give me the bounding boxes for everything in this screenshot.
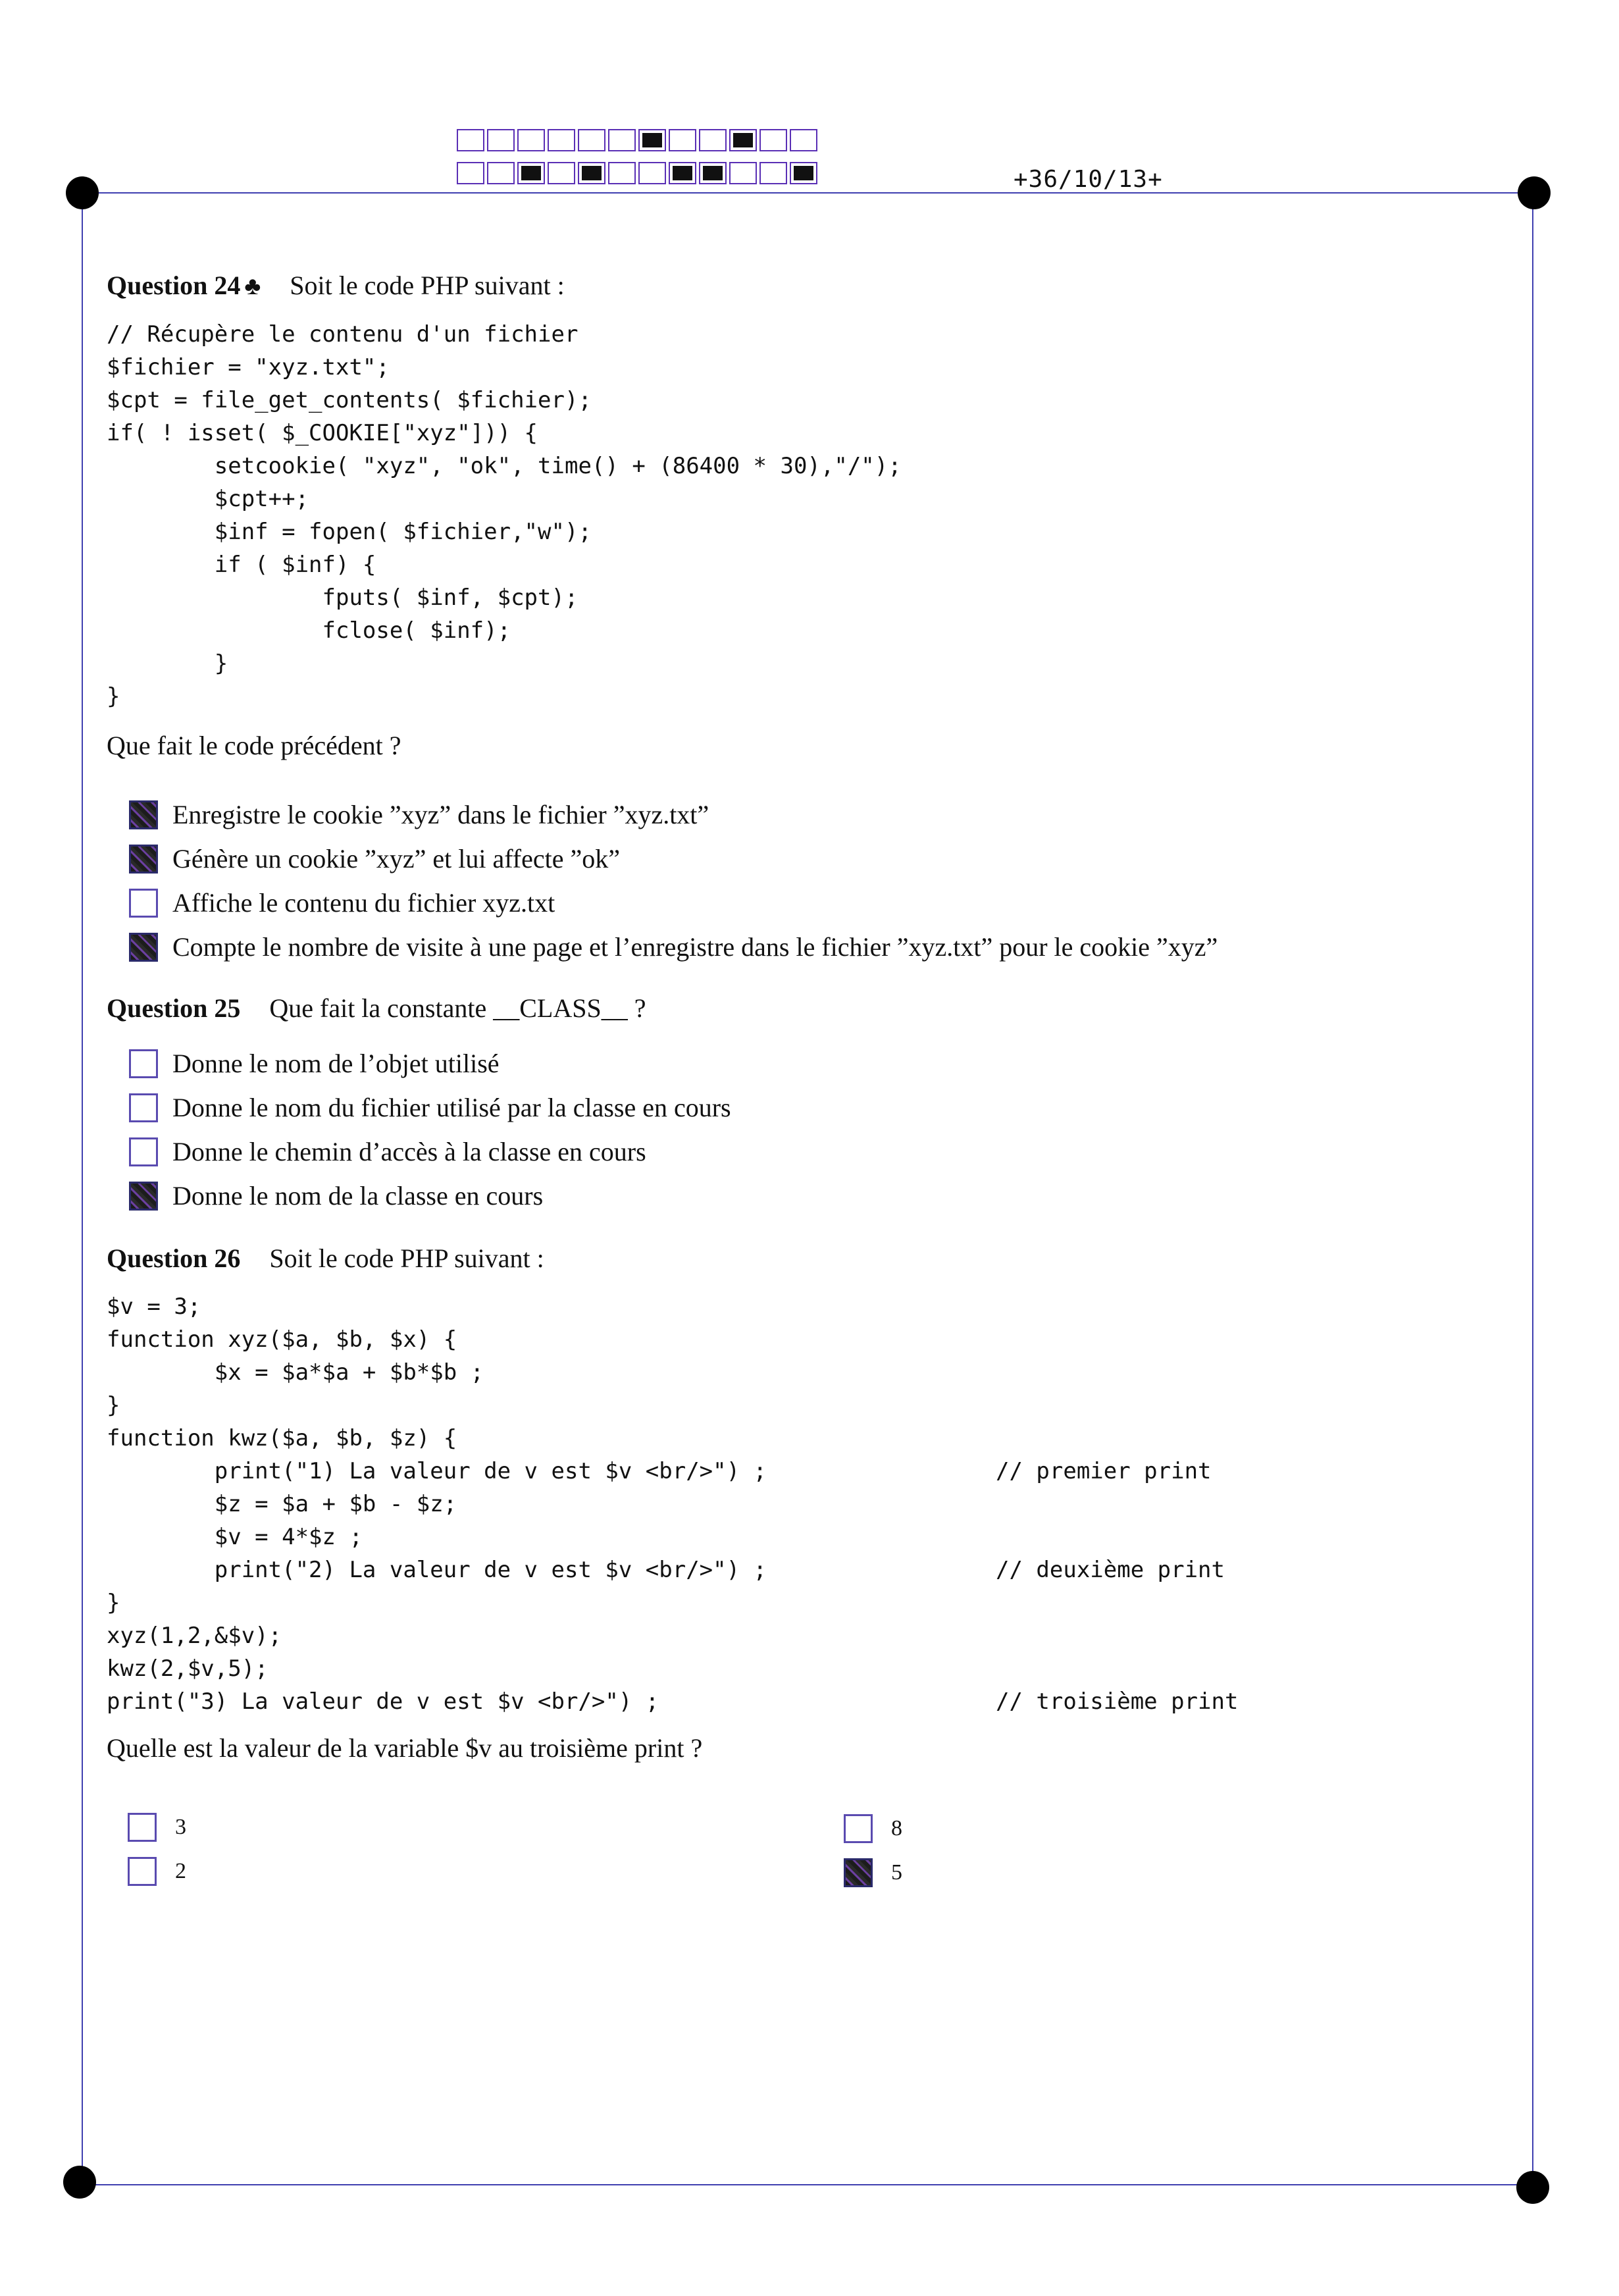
answer-text: 5 [891, 1860, 902, 1885]
checkbox-icon[interactable] [129, 1137, 158, 1166]
answer-text: Donne le nom de la classe en cours [172, 1181, 544, 1211]
id-mark-box [608, 129, 636, 151]
id-mark-box [578, 162, 605, 184]
question-26-answers-right [844, 1806, 902, 1894]
id-mark-box [669, 162, 696, 184]
id-marks-row-1 [457, 129, 820, 153]
question-24-answers [129, 793, 1218, 969]
answer-text: Donne le nom du fichier utilisé par la classe en cours [172, 1093, 731, 1122]
answer-text: 2 [175, 1858, 186, 1883]
answer-text: Compte le nombre de visite à une page et l’enregistre dans le fichier ”xyz.txt” pour le cookie ”xyz” [172, 932, 1218, 962]
checkbox-icon[interactable] [128, 1813, 157, 1842]
checkbox-checked-icon[interactable] [129, 845, 158, 874]
id-mark-box [729, 162, 757, 184]
question-24 [107, 269, 902, 763]
checkbox-checked-icon[interactable] [129, 933, 158, 962]
id-mark-box [699, 162, 727, 184]
frame-bottom-line [87, 2184, 1535, 2185]
question-26-prompt: Quelle est la valeur de la variable $v au troisième print ? [107, 1733, 703, 1763]
id-mark-box [638, 129, 666, 151]
page-id-code: +36/10/13+ [1014, 166, 1163, 193]
question-24-label: Question 24 [107, 271, 241, 300]
question-26-label: Question 26 [107, 1243, 241, 1273]
id-mark-box [759, 129, 787, 151]
id-mark-box [548, 162, 575, 184]
corner-mark-top-left [66, 176, 99, 209]
question-25-answers [129, 1041, 731, 1218]
answer-option[interactable] [129, 837, 1218, 881]
question-24-code: // Récupère le contenu d'un fichier $fichier = "xyz.txt"; $cpt = file_get_contents( $fichier); if( ! isset( $_COOKIE["xyz"])) { setcookie( "xyz", "ok", time() + (86400 * 30),"/"); $cpt++; $inf = fopen( $fichier,"w"); if ( $inf) { fputs( $inf, $cpt); fclose( $inf); } } [107, 321, 902, 710]
corner-mark-top-right [1518, 176, 1551, 209]
checkbox-checked-icon[interactable] [844, 1858, 873, 1887]
question-26 [107, 1241, 1238, 1765]
checkbox-icon[interactable] [844, 1814, 873, 1843]
answer-text: Génère un cookie ”xyz” et lui affecte ”ok” [172, 844, 620, 874]
frame-top-line [87, 192, 1535, 194]
question-24-intro: Soit le code PHP suivant : [290, 271, 565, 300]
id-mark-box [638, 162, 666, 184]
corner-mark-bottom-left [63, 2166, 96, 2199]
checkbox-checked-icon[interactable] [129, 1182, 158, 1211]
question-25-intro: Que fait la constante __CLASS__ ? [269, 993, 646, 1023]
corner-mark-bottom-right [1516, 2171, 1549, 2204]
id-mark-box [548, 129, 575, 151]
question-26-answers-left [128, 1805, 186, 1893]
id-mark-box [790, 129, 817, 151]
answer-option[interactable] [844, 1850, 902, 1894]
question-25-label: Question 25 [107, 993, 241, 1023]
question-26-intro: Soit le code PHP suivant : [269, 1243, 544, 1273]
question-25 [107, 991, 646, 1026]
answer-option[interactable] [128, 1849, 186, 1893]
id-mark-box [608, 162, 636, 184]
answer-text: Donne le chemin d’accès à la classe en cours [172, 1137, 646, 1166]
question-26-code: $v = 3; function xyz($a, $b, $x) { $x = $a*$a + $b*$b ; } function kwz($a, $b, $z) { print("1) La valeur de v est $v <br/>") ; // premier print $z = $a + $b - $z; $v = 4*$z ; print("2) La valeur de v est $v <br/>") ; // deuxième print } xyz(1,2,&$v); kwz(2,$v,5); print("3) La valeur de v est $v <br/>") ; // troisième print [107, 1293, 1239, 1715]
question-24-prompt: Que fait le code précédent ? [107, 731, 401, 760]
answer-option[interactable] [129, 1130, 731, 1174]
answer-option[interactable] [129, 925, 1218, 969]
id-mark-box [699, 129, 727, 151]
answer-option[interactable] [129, 1085, 731, 1130]
checkbox-icon[interactable] [128, 1857, 157, 1886]
frame-right-line [1532, 192, 1533, 2184]
answer-text: Affiche le contenu du fichier xyz.txt [172, 888, 555, 918]
id-mark-box [517, 162, 545, 184]
id-mark-box [669, 129, 696, 151]
frame-left-line [82, 192, 83, 2184]
answer-option[interactable] [128, 1805, 186, 1849]
question-24-heading [107, 269, 902, 303]
answer-option[interactable] [844, 1806, 902, 1850]
id-mark-box [790, 162, 817, 184]
id-mark-box [759, 162, 787, 184]
answer-option[interactable] [129, 1041, 731, 1085]
answer-option[interactable] [129, 881, 1218, 925]
answer-option[interactable] [129, 1174, 731, 1218]
checkbox-icon[interactable] [129, 1093, 158, 1122]
checkbox-icon[interactable] [129, 889, 158, 918]
id-mark-box [578, 129, 605, 151]
club-icon: ♣ [244, 273, 261, 300]
id-mark-box [517, 129, 545, 151]
answer-text: Enregistre le cookie ”xyz” dans le fichier ”xyz.txt” [172, 800, 709, 829]
id-mark-box [729, 129, 757, 151]
id-mark-box [457, 129, 484, 151]
id-mark-box [487, 162, 515, 184]
question-25-heading [107, 991, 646, 1026]
answer-text: 8 [891, 1815, 902, 1840]
answer-option[interactable] [129, 793, 1218, 837]
id-marks-row-2 [457, 162, 820, 186]
answer-text: Donne le nom de l’objet utilisé [172, 1049, 500, 1078]
id-mark-box [487, 129, 515, 151]
question-26-heading [107, 1241, 1238, 1276]
id-mark-box [457, 162, 484, 184]
checkbox-icon[interactable] [129, 1049, 158, 1078]
checkbox-checked-icon[interactable] [129, 800, 158, 829]
answer-text: 3 [175, 1814, 186, 1839]
